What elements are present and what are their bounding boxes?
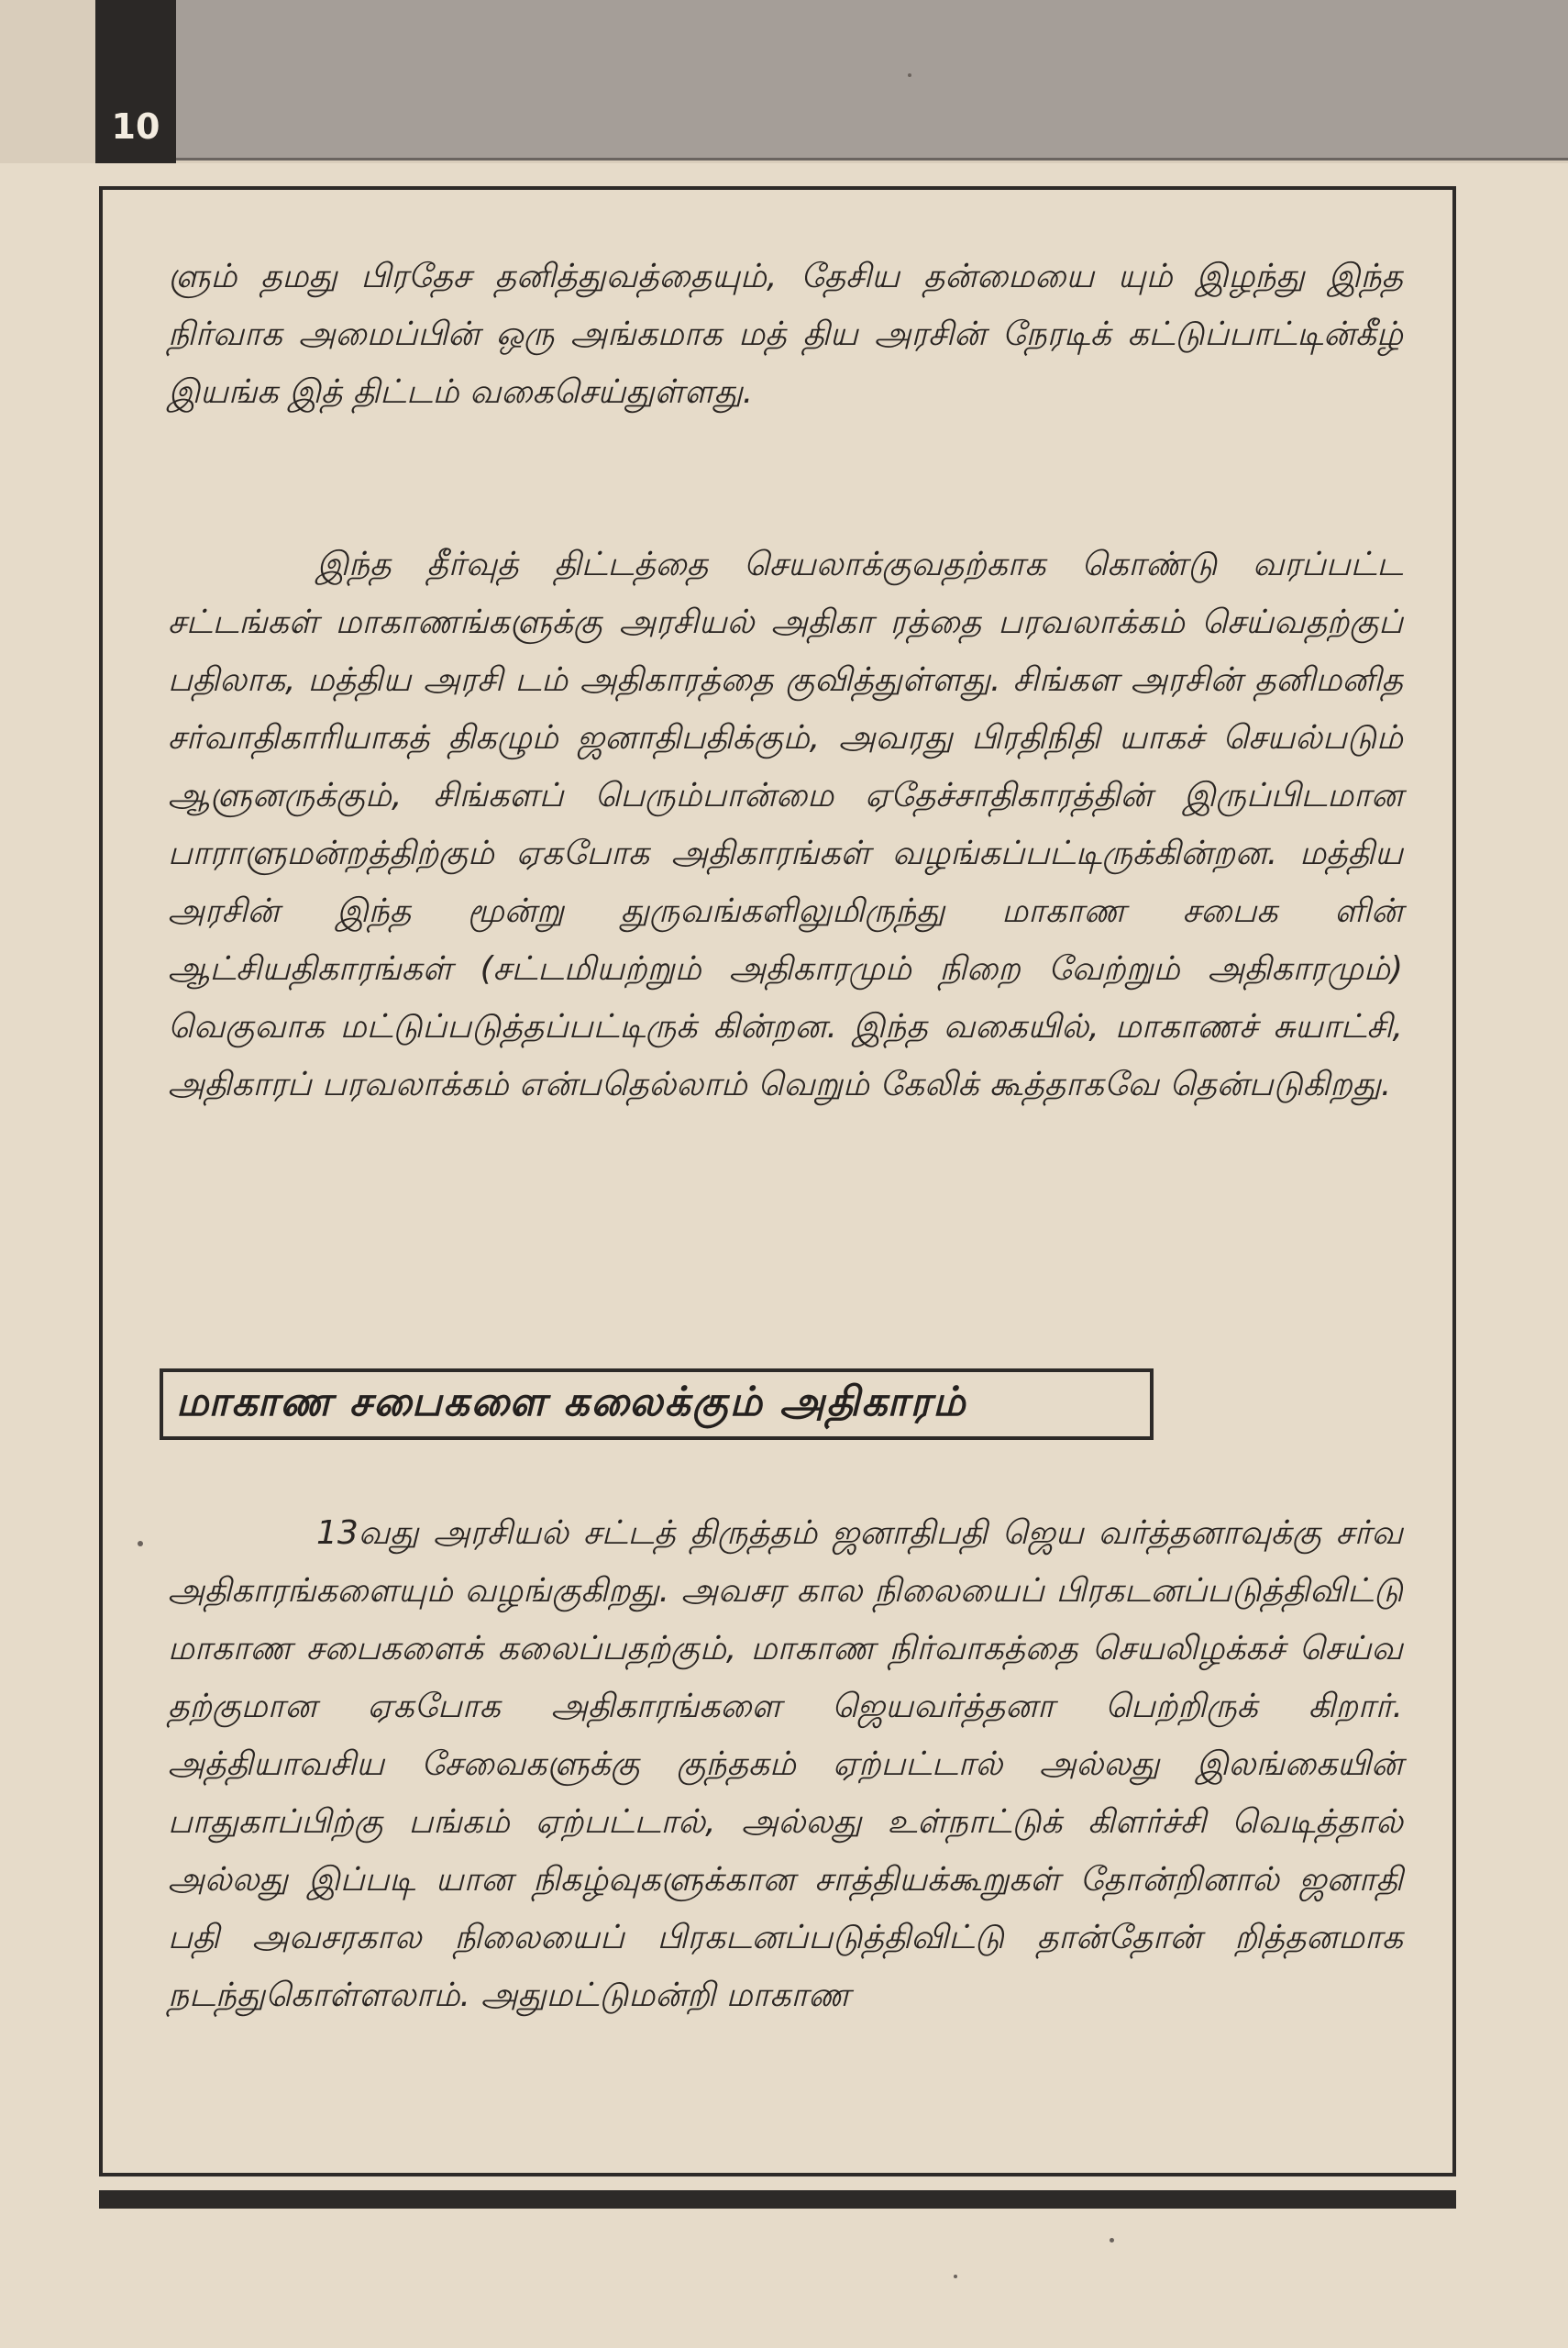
paragraph-3-text: 13வது அரசியல் சட்டத் திருத்தம் ஜனாதிபதி ஜெய வர்த்தனாவுக்கு சர்வ அதிகாரங்களையும் வழங்குகிறது. அவசர கால நிலையைப் பிரகடனப்படுத்திவிட்டு மாகாண சபைகளைக் கலைப்பதற்கும், மாகாண நிர்வாகத்தை செயலிழக்கச் செய்வ தற்குமான ஏகபோக அதிகாரங்களை ஜெயவர்த்தனா பெற்றிருக் கிறார். அத்தியாவசிய சேவைகளுக்கு குந்தகம் ஏற்பட்டால் அல்லது இலங்கையின் பாதுகாப்பிற்கு பங்கம் ஏற்பட்டால், அல்லது உள்நாட்டுக் கிளர்ச்சி வெடித்தால் அல்லது இப்படி யான நிகழ்வுகளுக்கான சாத்தியக்கூறுகள் தோன்றினால் ஜனாதி பதி அவசரகால நிலையைப் பிரகடனப்படுத்திவிட்டு தான்தோன் றித்தனமாக நடந்துகொள்ளலாம். அதுமட்டுமன்றி மாகாண [168,1514,1403,2014]
paragraph-1 [168,248,1403,421]
paper-speck [954,2275,957,2278]
header-strip [176,0,1568,161]
paragraph-2-text: இந்த தீர்வுத் திட்டத்தை செயலாக்குவதற்காக கொண்டு வரப்பட்ட சட்டங்கள் மாகாணங்களுக்கு அரசியல் அதிகா ரத்தை பரவலாக்கம் செய்வதற்குப் பதிலாக, மத்திய அரசி டம் அதிகாரத்தை குவித்துள்ளது. சிங்கள அரசின் தனிமனித சர்வாதிகாரியாகத் திகழும் ஜனாதிபதிக்கும், அவரது பிரதிநிதி யாகச் செயல்படும் ஆளுனருக்கும், சிங்களப் பெரும்பான்மை ஏதேச்சாதிகாரத்தின் இருப்பிடமான பாராளுமன்றத்திற்கும் ஏகபோக அதிகாரங்கள் வழங்கப்பட்டிருக்கின்றன. மத்திய அரசின் இந்த மூன்று துருவங்களிலுமிருந்து மாகாண சபைக ளின் ஆட்சியதிகாரங்கள் (சட்டமியற்றும் அதிகாரமும் நிறை வேற்றும் அதிகாரமும்) வெகுவாக மட்டுப்படுத்தப்பட்டிருக் கின்றன. இந்த வகையில், மாகாணச் சுயாட்சி, அதிகாரப் பரவலாக்கம் என்பதெல்லாம் வெறும் கேலிக் கூத்தாகவே தென்படுகிறது. [168,546,1403,1103]
paragraph-2 [168,536,1403,1113]
frame-bottom-bar [99,2190,1456,2209]
page-number: 10 [111,106,160,147]
paper-speck [1110,2238,1114,2243]
paper-speck [908,73,911,77]
section-heading: மாகாண சபைகளை கலைக்கும் அதிகாரம் [160,1368,1154,1440]
paragraph-3 [168,1504,1403,2024]
paragraph-1-text: ளும் தமது பிரதேச தனித்துவத்தையும், தேசிய தன்மையை யும் இழந்து இந்த நிர்வாக அமைப்பின் ஒரு அங்கமாக மத் திய அரசின் நேரடிக் கட்டுப்பாட்டின்கீழ் இயங்க இத் திட்டம் வகைசெய்துள்ளது. [168,258,1403,411]
paper-speck [138,1541,143,1546]
